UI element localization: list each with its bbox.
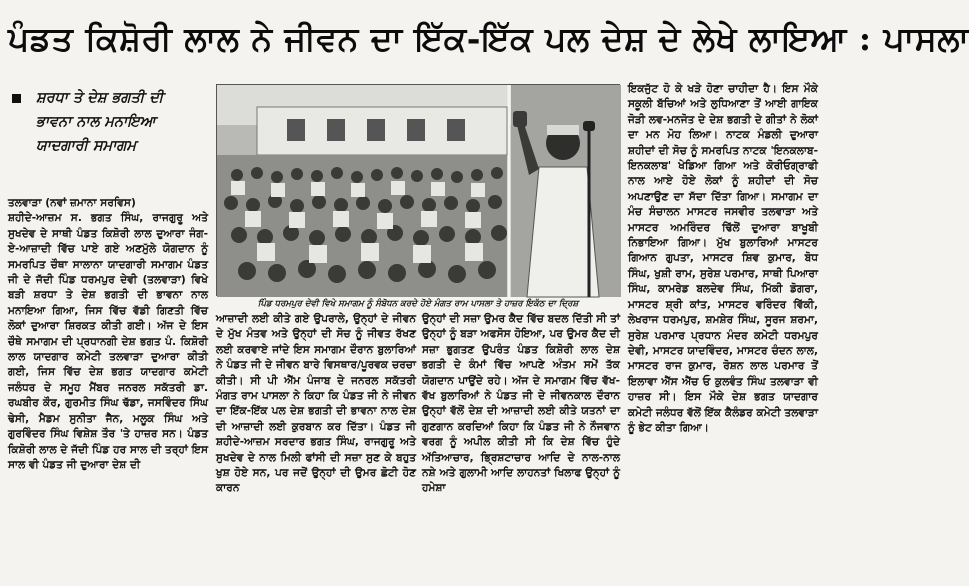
column-4-text: ਇਕਜੁੱਟ ਹੋ ਕੇ ਖੜੇ ਹੋਣਾ ਚਾਹੀਦਾ ਹੈ। ਇਸ ਮੌਕੇ ਸਕੂਲੀ ਬੱਚਿਆਂ ਅਤੇ ਲੁਧਿਆਣਾ ਤੋਂ ਆਈ ਗਾਇਕ ਜੋੜੀ ਲਵ-ਮਨਜੋਤ ਦੇ ਦੇਸ਼ ਭਗਤੀ ਦੇ ਗੀਤਾਂ ਨੇ ਲੋਕਾਂ ਦਾ ਮਨ ਮੋਹ ਲਿਆ। ਨਾਟਕ ਮੰਡਲੀ ਦੁਆਰਾ ਸ਼ਹੀਦਾਂ ਦੀ ਸੋਚ ਨੂੰ ਸਮਰਪਿਤ ਨਾਟਕ 'ਇਨਕਲਾਬ-ਇਨਕਲਾਬ' ਖੇਡਿਆ ਗਿਆ ਅਤੇ ਕੋਰੀਓਗ੍ਰਾਫੀ ਨਾਲ ਆਏ ਹੋਏ ਲੋਕਾਂ ਨੂੰ ਸ਼ਹੀਦਾਂ ਦੀ ਸੋਚ ਅਪਣਾਉਣ ਦਾ ਸੱਦਾ ਦਿੱਤਾ ਗਿਆ। ਸਮਾਗਮ ਦਾ ਮੰਚ ਸੰਚਾਲਨ ਮਾਸਟਰ ਜਸਵੀਰ ਤਲਵਾੜਾ ਅਤੇ ਮਾਸਟਰ ਅਮਰਿੰਦਰ ਢਿੱਲੋਂ ਦੁਆਰਾ ਬਾਖੂਬੀ ਨਿਭਾਇਆ ਗਿਆ। ਮੁੱਖ ਬੁਲਾਰਿਆਂ ਮਾਸਟਰ ਗਿਆਨ ਗੁਪਤਾ, ਮਾਸਟਰ ਸ਼ਿਵ ਕੁਮਾਰ, ਬੋਧ ਸਿੰਘ, ਖੁਸ਼ੀ ਰਾਮ, ਸੁਰੇਸ਼ ਪਰਮਾਰ, ਸਾਥੀ ਪਿਆਰਾ ਸਿੰਘ, ਕਾਮਰੇਡ ਬਲਦੇਵ ਸਿੰਘ, ਮਿੱਕੀ ਡੋਗਰਾ, ਮਾਸਟਰ ਸ਼੍ਰੀ ਕਾਂਤ, ਮਾਸਟਰ ਵਰਿੰਦਰ ਵਿੱਕੀ, ਲੇਖਰਾਜ ਧਰਮਪੁਰ, ਸ਼ਮਸ਼ੇਰ ਸਿੰਘ, ਸੂਰਜ ਸ਼ਰਮਾ, ਸੁਰੇਸ਼ ਪਰਮਾਰ ਪ੍ਰਧਾਨ ਮੰਦਰ ਕਮੇਟੀ ਧਰਮਪੁਰ ਦੇਵੀ, ਮਾਸਟਰ ਯਾਦਵਿੰਦਰ, ਮਾਸਟਰ ਚੰਦਨ ਲਾਲ, ਮਾਸਟਰ ਰਾਜ ਕੁਮਾਰ, ਰੋਸ਼ਨ ਲਾਲ ਪਰਮਾਰ ਤੋਂ ਇਲਾਵਾ ਐੱਸ ਐੱਚ ਓ ਕੁਲਵੰਤ ਸਿੰਘ ਤਲਵਾੜਾ ਵੀ ਹਾਜ਼ਰ ਸੀ। ਇਸ ਮੌਕੇ ਦੇਸ਼ ਭਗਤ ਯਾਦਗਾਰ ਕਮੇਟੀ ਜਲੰਧਰ ਵੱਲੋਂ ਇੱਕ ਕੈਲੰਡਰ ਕਮੇਟੀ ਤਲਵਾੜਾ ਨੂੰ ਭੇਟ ਕੀਤਾ ਗਿਆ। [628,83,818,434]
subheadline-box [6,86,209,196]
dateline: ਤਲਵਾੜਾ (ਨਵਾਂ ਜ਼ਮਾਨਾ ਸਰਵਿਸ) [8,197,136,209]
subheadline-line-1: ਸ਼ਰਧਾ ਤੇ ਦੇਸ਼ ਭਗਤੀ ਦੀ [36,89,164,106]
bullet-square-icon [12,94,21,103]
photo-caption: ਪਿੰਡ ਧਰਮਪੁਰ ਦੇਵੀ ਵਿਖੇ ਸਮਾਗਮ ਨੂੰ ਸੰਬੋਧਨ ਕਰਦੇ ਹੋਏ ਮੰਗਤ ਰਾਮ ਪਾਸਲਾ ਤੇ ਹਾਜ਼ਰ ਇਕੱਠ ਦਾ ਦ੍ਰਿਸ਼ [257,299,579,309]
event-photo [216,84,620,296]
article-column-4 [628,82,818,582]
subheadline-line-3: ਯਾਦਗਾਰੀ ਸਮਾਗਮ [36,137,137,154]
column-1-text: ਸ਼ਹੀਦੇ-ਆਜ਼ਮ ਸ. ਭਗਤ ਸਿੰਘ, ਰਾਜਗੁਰੂ ਅਤੇ ਸੁਖਦੇਵ ਦੇ ਸਾਥੀ ਪੰਡਤ ਕਿਸ਼ੋਰੀ ਲਾਲ ਦੁਆਰਾ ਜੰਗ-ਏ-ਆਜ਼ਾਦੀ ਵਿੱਚ ਪਾਏ ਗਏ ਅਣਮੁੱਲੇ ਯੋਗਦਾਨ ਨੂੰ ਸਮਰਪਿਤ ਚੌਥਾ ਸਾਲਾਨਾ ਯਾਦਗਾਰੀ ਸਮਾਗਮ ਪੰਡਤ ਜੀ ਦੇ ਜੱਦੀ ਪਿੰਡ ਧਰਮਪੁਰ ਦੇਵੀ (ਤਲਵਾੜਾ) ਵਿਖੇ ਬੜੀ ਸ਼ਰਧਾ ਤੇ ਦੇਸ਼ ਭਗਤੀ ਦੀ ਭਾਵਨਾ ਨਾਲ ਮਨਾਇਆ ਗਿਆ, ਜਿਸ ਵਿੱਚ ਵੱਡੀ ਗਿਣਤੀ ਵਿੱਚ ਲੋਕਾਂ ਦੁਆਰਾ ਸ਼ਿਰਕਤ ਕੀਤੀ ਗਈ। ਅੱਜ ਦੇ ਇਸ ਚੌਥੇ ਸਮਾਗਮ ਦੀ ਪ੍ਰਧਾਨਗੀ ਦੇਸ਼ ਭਗਤ ਪੰ. ਕਿਸ਼ੋਰੀ ਲਾਲ ਯਾਦਗਾਰ ਕਮੇਟੀ ਤਲਵਾੜਾ ਦੁਆਰਾ ਕੀਤੀ ਗਈ, ਜਿਸ ਵਿੱਚ ਦੇਸ਼ ਭਗਤ ਯਾਦਗਾਰ ਕਮੇਟੀ ਜਲੰਧਰ ਦੇ ਸਮੂਹ ਮੈਂਬਰ ਜਨਰਲ ਸਕੱਤਰੀ ਡਾ. ਰਘਬੀਰ ਕੌਰ, ਗੁਰਮੀਤ ਸਿੰਘ ਢੱਡਾ, ਜਸਵਿੰਦਰ ਸਿੰਘ ਢੇਸੀ, ਮੈਡਮ ਸੁਨੀਤਾ ਜੈਨ, ਮਲੂਕ ਸਿੰਘ ਅਤੇ ਗੁਰਵਿੰਦਰ ਸਿੰਘ ਵਿਸ਼ੇਸ਼ ਤੌਰ 'ਤੇ ਹਾਜ਼ਰ ਸਨ। ਪੰਡਤ ਕਿਸ਼ੋਰੀ ਲਾਲ ਦੇ ਜੱਦੀ ਪਿੰਡ ਹਰ ਸਾਲ ਦੀ ਤਰ੍ਹਾਂ ਇਸ ਸਾਲ ਵੀ ਪੰਡਤ ਜੀ ਦੁਆਰਾ ਦੇਸ਼ ਦੀ [8,212,208,471]
article-column-2 [216,312,416,582]
article-column-3 [422,312,620,582]
column-2-text: ਆਜ਼ਾਦੀ ਲਈ ਕੀਤੇ ਗਏ ਉਪਰਾਲੇ, ਉਨ੍ਹਾਂ ਦੇ ਜੀਵਨ ਦੇ ਮੁੱਖ ਮੰਤਵ ਅਤੇ ਉਨ੍ਹਾਂ ਦੀ ਸੋਚ ਨੂੰ ਜੀਵਤ ਰੱਖਣ ਲਈ ਕਰਵਾਏ ਜਾਂਦੇ ਇਸ ਸਮਾਗਮ ਦੌਰਾਨ ਬੁਲਾਰਿਆਂ ਨੇ ਪੰਡਤ ਜੀ ਦੇ ਜੀਵਨ ਬਾਰੇ ਵਿਸਥਾਰ/ਪੂਰਵਕ ਚਰਚਾ ਕੀਤੀ। ਸੀ ਪੀ ਐੱਮ ਪੰਜਾਬ ਦੇ ਜਨਰਲ ਸਕੱਤਰੀ ਮੰਗਤ ਰਾਮ ਪਾਸਲਾ ਨੇ ਕਿਹਾ ਕਿ ਪੰਡਤ ਜੀ ਨੇ ਜੀਵਨ ਦਾ ਇੱਕ-ਇੱਕ ਪਲ ਦੇਸ਼ ਭਗਤੀ ਦੀ ਭਾਵਨਾ ਨਾਲ ਦੇਸ਼ ਦੀ ਆਜ਼ਾਦੀ ਲਈ ਕੁਰਬਾਨ ਕਰ ਦਿੱਤਾ। ਪੰਡਤ ਜੀ ਸ਼ਹੀਦੇ-ਆਜ਼ਮ ਸਰਦਾਰ ਭਗਤ ਸਿੰਘ, ਰਾਜਗੁਰੂ ਅਤੇ ਸੁਖਦੇਵ ਦੇ ਨਾਲ ਮਿਲੀ ਫਾਂਸੀ ਦੀ ਸਜ਼ਾ ਸੁਣ ਕੇ ਬਹੁਤ ਖੁਸ਼ ਹੋਏ ਸਨ, ਪਰ ਜਦੋਂ ਉਨ੍ਹਾਂ ਦੀ ਉਮਰ ਛੋਟੀ ਹੋਣ ਕਾਰਨ [216,313,416,495]
column-3-text: ਉਨ੍ਹਾਂ ਦੀ ਸਜ਼ਾ ਉਮਰ ਕੈਦ ਵਿੱਚ ਬਦਲ ਦਿੱਤੀ ਸੀ ਤਾਂ ਉਨ੍ਹਾਂ ਨੂੰ ਬੜਾ ਅਫਸੋਸ ਹੋਇਆ, ਪਰ ਉਮਰ ਕੈਦ ਦੀ ਸਜ਼ਾ ਭੁਗਤਣ ਉਪਰੰਤ ਪੰਡਤ ਕਿਸ਼ੋਰੀ ਲਾਲ ਦੇਸ਼ ਭਗਤੀ ਦੇ ਕੰਮਾਂ ਵਿੱਚ ਆਪਣੇ ਅੰਤਮ ਸਮੇਂ ਤੱਕ ਯੋਗਦਾਨ ਪਾਉਂਦੇ ਰਹੇ। ਅੱਜ ਦੇ ਸਮਾਗਮ ਵਿੱਚ ਵੱਖ-ਵੱਖ ਬੁਲਾਰਿਆਂ ਨੇ ਪੰਡਤ ਜੀ ਦੇ ਜੀਵਨਕਾਲ ਦੌਰਾਨ ਉਨ੍ਹਾਂ ਵੱਲੋਂ ਦੇਸ਼ ਦੀ ਆਜ਼ਾਦੀ ਲਈ ਕੀਤੇ ਯਤਨਾਂ ਦਾ ਗੁਣਗਾਨ ਕਰਦਿਆਂ ਕਿਹਾ ਕਿ ਪੰਡਤ ਜੀ ਨੇ ਨੌਜਵਾਨ ਵਰਗ ਨੂੰ ਅਪੀਲ ਕੀਤੀ ਸੀ ਕਿ ਦੇਸ਼ ਵਿੱਚ ਹੁੰਦੇ ਅੱਤਿਆਚਾਰ, ਭ੍ਰਿਸ਼ਟਾਚਾਰ ਆਦਿ ਦੇ ਨਾਲ-ਨਾਲ ਨਸ਼ੇ ਅਤੇ ਗੁਲਾਮੀ ਆਦਿ ਲਾਹਨਤਾਂ ਖਿਲਾਫ ਉਨ੍ਹਾਂ ਨੂੰ ਹਮੇਸ਼ਾ [422,313,620,495]
article-column-1 [8,196,208,582]
subheadline-line-2: ਭਾਵਨਾ ਨਾਲ ਮਨਾਇਆ [36,113,156,130]
event-photo-illustration [217,85,621,297]
headline: ਪੰਡਤ ਕਿਸ਼ੋਰੀ ਲਾਲ ਨੇ ਜੀਵਨ ਦਾ ਇੱਕ-ਇੱਕ ਪਲ ਦੇਸ਼ ਦੇ ਲੇਖੇ ਲਾਇਆ : ਪਾਸਲਾ [8,19,969,58]
